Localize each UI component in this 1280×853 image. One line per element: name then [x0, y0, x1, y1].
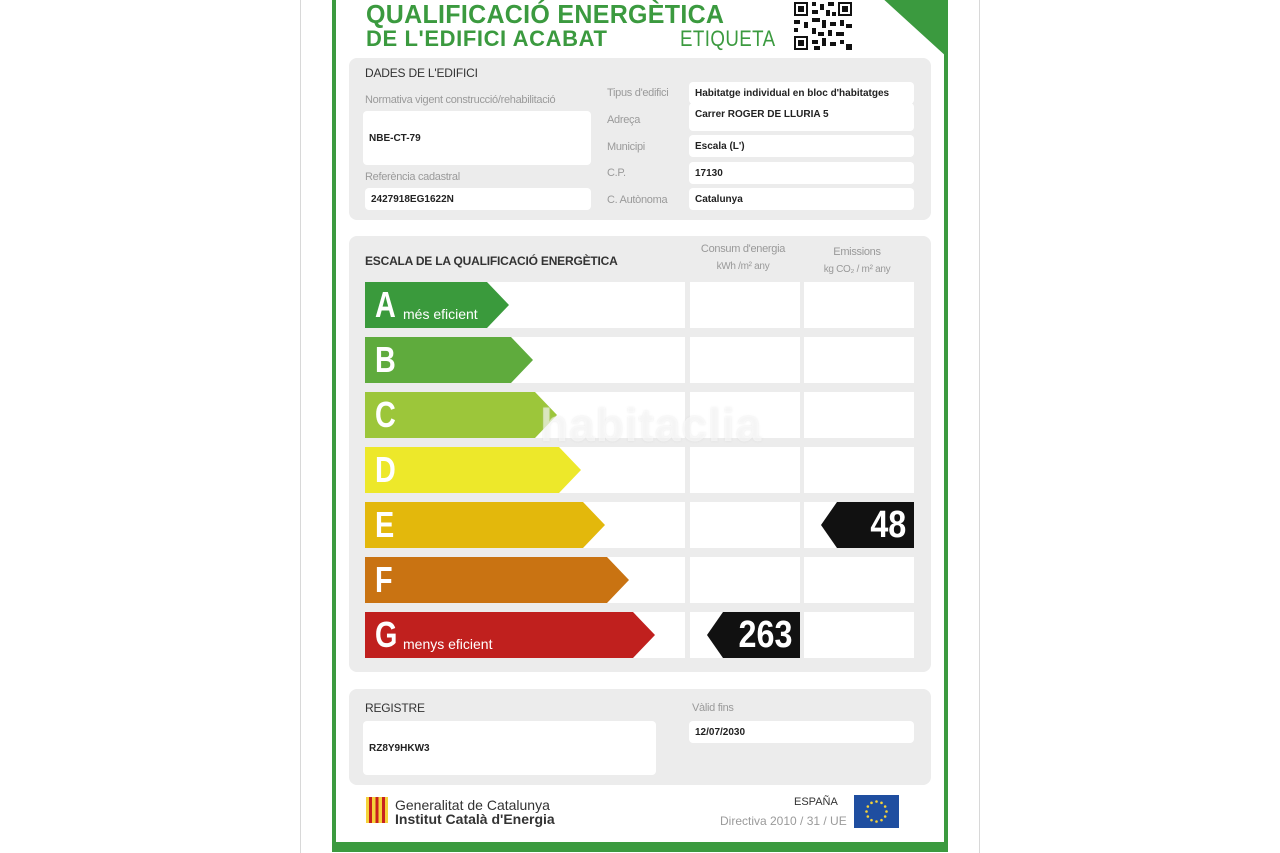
grade-arrow-e [365, 502, 605, 548]
adreca-label: Adreça [607, 114, 641, 126]
grade-arrow-c [365, 392, 557, 438]
cp-label: C.P. [607, 167, 626, 179]
cp-field: 17130 [689, 162, 914, 184]
tipus-field: Habitatge individual en bloc d'habitatges [689, 82, 914, 104]
consum-badge-value: 263 [738, 614, 792, 656]
registre-field: RZ8Y9HKW3 [363, 721, 656, 775]
emissions-cell-f [804, 557, 914, 603]
emissions-column-head [802, 244, 912, 278]
watermark-text: habitaclia [540, 399, 763, 451]
generalitat-logo-icon [366, 797, 388, 823]
eu-star [880, 802, 883, 805]
grade-arrow-f [365, 557, 629, 603]
country-label: ESPAÑA [794, 796, 838, 808]
grade-arrow-a [365, 282, 509, 328]
emissions-cell-c [804, 392, 914, 438]
referencia-field: 2427918EG1622N [365, 188, 591, 210]
municipi-field: Escala (L') [689, 135, 914, 157]
eu-star [865, 810, 868, 813]
adreca-field: Carrer ROGER DE LLURIA 5 [689, 103, 914, 131]
consum-badge [707, 612, 800, 658]
autonoma-field: Catalunya [689, 188, 914, 210]
emissions-badge [821, 502, 914, 548]
corner-triangle [880, 0, 948, 58]
consum-column-head [688, 241, 798, 275]
valid-label: Vàlid fins [692, 702, 734, 714]
eu-star [867, 805, 870, 808]
grade-arrow-d [365, 447, 581, 493]
eu-star [884, 815, 887, 818]
emissions-cell-g [804, 612, 914, 658]
emissions-head-line-2: kg CO₂ / m² any [823, 264, 891, 275]
eu-star [867, 815, 870, 818]
municipi-label: Municipi [607, 141, 645, 153]
grade-letter: F [375, 559, 393, 600]
title-line-2: DE L'EDIFICI ACABAT [366, 26, 608, 51]
consum-head-line-1: Consum d'energia [700, 243, 786, 255]
consum-cell-a [690, 282, 800, 328]
consum-cell-b [690, 337, 800, 383]
scale-section-title: ESCALA DE LA QUALIFICACIÓ ENERGÈTICA [365, 254, 618, 268]
emissions-cell-b [804, 337, 914, 383]
consum-cell-e [690, 502, 800, 548]
emissions-cell-d [804, 447, 914, 493]
referencia-label: Referència cadastral [365, 171, 460, 183]
grade-letter: E [375, 504, 395, 545]
normativa-label: Normativa vigent construcció/rehabilitació [365, 94, 556, 106]
directive-label: Directiva 2010 / 31 / UE [720, 814, 847, 828]
grade-letter: C [375, 394, 396, 435]
eu-star [880, 819, 883, 822]
grade-letter: G [375, 614, 398, 655]
consum-cell-d [690, 447, 800, 493]
grade-arrow-b [365, 337, 533, 383]
consum-head-line-2: kWh /m² any [716, 261, 770, 272]
qr-code-icon[interactable] [792, 0, 854, 52]
eu-star [875, 800, 878, 803]
eu-star [875, 820, 878, 823]
tipus-label: Tipus d'edifici [607, 87, 669, 99]
autonoma-label: C. Autònoma [607, 194, 668, 206]
emissions-cell-a [804, 282, 914, 328]
emissions-head-line-1: Emissions [833, 246, 881, 258]
grade-caption: més eficient [403, 306, 478, 322]
grade-letter: A [375, 284, 396, 325]
consum-cell-f [690, 557, 800, 603]
grade-arrow-g [365, 612, 655, 658]
valid-field: 12/07/2030 [689, 721, 914, 743]
eu-star [885, 810, 888, 813]
eu-flag-icon [854, 795, 899, 828]
grade-caption: menys eficient [403, 636, 493, 652]
emissions-badge-value: 48 [870, 504, 906, 546]
building-section-title: DADES DE L'EDIFICI [365, 66, 478, 80]
normativa-field: NBE-CT-79 [363, 111, 591, 165]
generalitat-line-1: Generalitat de Catalunya [395, 797, 550, 813]
grade-letter: B [375, 339, 396, 380]
registre-label: REGISTRE [365, 701, 425, 715]
grade-letter: D [375, 449, 396, 490]
eu-star [870, 802, 873, 805]
title-line-1: QUALIFICACIÓ ENERGÈTICA [366, 0, 725, 30]
generalitat-line-2: Institut Català d'Energia [395, 811, 555, 827]
label-type: ETIQUETA [680, 26, 776, 51]
eu-star [870, 819, 873, 822]
eu-star [884, 805, 887, 808]
